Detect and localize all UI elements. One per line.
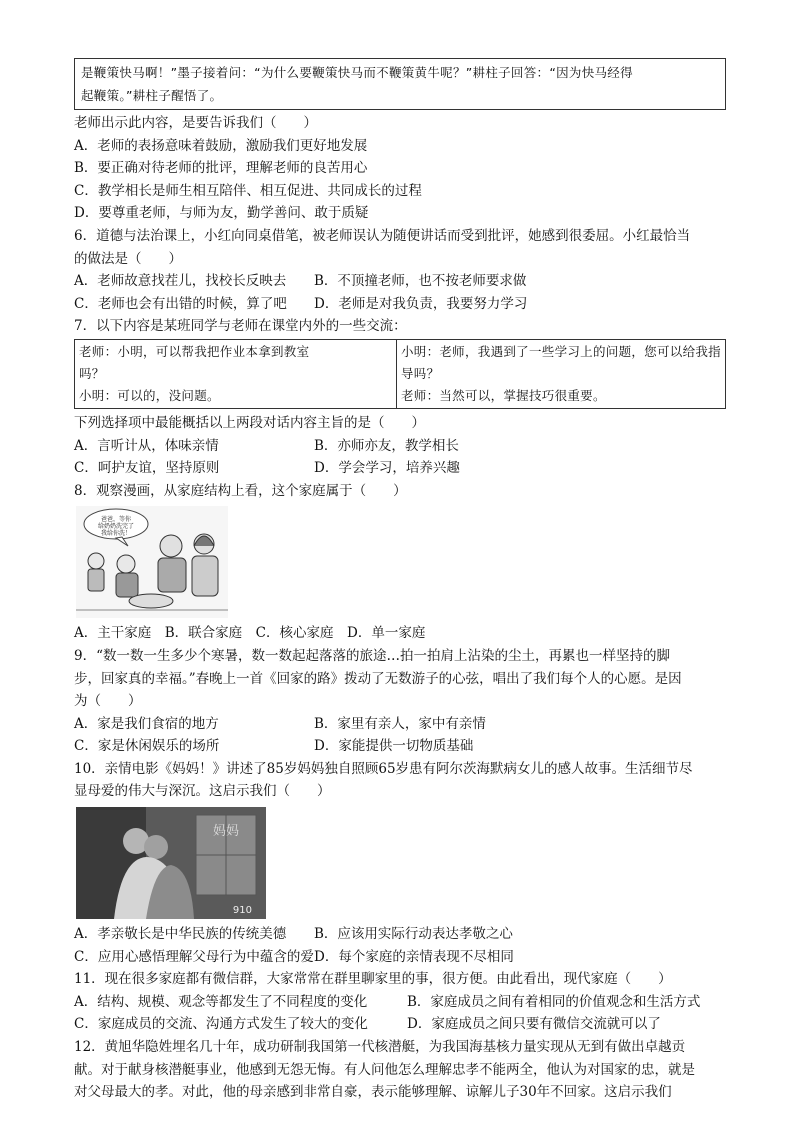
movie-still-drawing (76, 807, 266, 919)
option-a: A．孝亲敬长是中华民族的传统美德 (74, 926, 287, 943)
question-10 (74, 758, 726, 968)
question-stem: 步，回家真的幸福。”春晚上一首《回家的路》拨动了无数游子的心弦，唱出了我们每个人的心愿。是因 (74, 670, 682, 687)
question-stem: 11．现在很多家庭都有微信群，大家常常在群里聊家里的事，很方便。由此看出，现代家庭（ ） (74, 971, 672, 988)
family-cartoon-image (76, 506, 228, 618)
option-row (74, 946, 726, 969)
option-a: A．结构、规模、观念等都发生了不同程度的变化 (74, 993, 368, 1010)
option-d: D．老师是对我负责，我要努力学习 (314, 295, 528, 312)
question-11 (74, 968, 726, 1036)
option-c: C．老师也会有出错的时候，算了吧 (74, 295, 287, 312)
question-9 (74, 645, 726, 758)
story-box (74, 58, 726, 110)
story-line: 是鞭策快马啊！”墨子接着问：“为什么要鞭策快马而不鞭策黄牛呢？”耕柱子回答：“因为快马经得 (81, 65, 633, 80)
question-ask: 下列选择项中最能概括以上两段对话内容主旨的是（ ） (74, 414, 425, 431)
dialogue-line: 老师：当然可以，掌握技巧很重要。 (400, 387, 606, 403)
photo-date-stamp: 910 (232, 905, 252, 917)
option-c: C．应用心感悟理解父母行为中蕴含的爱 (74, 948, 314, 965)
option-row (74, 270, 726, 293)
dialogue-line: 小明：老师，我遇到了一些学习上的问题，您可以给我指 (400, 343, 721, 359)
dialogue-line: 小明：可以的，没问题。 (79, 387, 220, 403)
option-row (74, 991, 726, 1014)
question-stem: 对父母最大的孝。对此，他的母亲感到非常自豪，表示能够理解、谅解儿子30年不回家。这启示我们 (74, 1084, 672, 1101)
dialogue-line: 吗？ (79, 365, 105, 381)
option-c: C．家是休闲娱乐的场所 (74, 738, 220, 755)
question-stem: 为（ ） (74, 693, 142, 710)
option-b: B．应该用实际行动表达孝敬之心 (314, 926, 513, 943)
option-d: D．每个家庭的亲情表现不尽相同 (314, 948, 514, 965)
option-row (74, 293, 726, 316)
question-stem: 9．“数一数一生多少个寒暑，数一数起起落落的旅途…拍一拍肩上沾染的尘土，再累也一样坚持的脚 (74, 647, 670, 664)
option-a: A．老师故意找茬儿，找校长反映去 (74, 273, 287, 290)
option-d: D．要尊重老师，与师为友，勤学善问、敢于质疑 (74, 205, 369, 222)
option-row (74, 713, 726, 736)
option-b: B．家庭成员之间有着相同的价值观念和生活方式 (407, 993, 701, 1010)
question-stem: 6．道德与法治课上，小红向同桌借笔，被老师误认为随便讲话而受到批评，她感到很委屈。小红最恰当 (74, 227, 691, 244)
question-12 (74, 1036, 726, 1104)
option-c: C．教学相长是师生相互陪伴、相互促进、共同成长的过程 (74, 182, 422, 199)
dialogue-line: 导吗？ (400, 365, 440, 381)
option-a: A．言听计从，体味亲情 (74, 437, 219, 454)
option-row (74, 1013, 726, 1036)
question-stem: 的做法是（ ） (74, 250, 182, 267)
story-line: 起鞭策。”耕柱子醒悟了。 (81, 88, 223, 103)
option-c: C．呵护友谊，坚持原则 (74, 460, 220, 477)
cartoon-drawing (76, 506, 228, 618)
option-a: A．家是我们食宿的地方 (74, 715, 219, 732)
question-stem: 老师出示此内容，是要告诉我们（ ） (74, 115, 317, 131)
option-b: B．家里有亲人，家中有亲情 (314, 715, 486, 732)
question-stem: 8．观察漫画，从家庭结构上看，这个家庭属于（ ） (74, 482, 407, 499)
option-d: D．家能提供一切物质基础 (314, 738, 474, 755)
question-stem: 7．以下内容是某班同学与老师在课堂内外的一些交流： (74, 318, 407, 335)
option-b: B．要正确对待老师的批评，理解老师的良苦用心 (74, 160, 368, 177)
question-7 (74, 315, 726, 479)
option-row (74, 435, 726, 458)
option-d: D．家庭成员之间只要有微信交流就可以了 (407, 1016, 661, 1033)
movie-still-image (76, 807, 266, 919)
question-5 (74, 112, 726, 225)
speech-bubble-text: 爸爸，等你给奶奶洗完了我给你洗！ (97, 516, 135, 538)
question-stem: 12．黄旭华隐姓埋名几十年，成功研制我国第一代核潜艇，为我国海基核力量实现从无到有做出卓越贡 (74, 1039, 686, 1056)
question-stem: 献。对于献身核潜艇事业，他感到无怨无悔。有人问他怎么理解忠孝不能两全，他认为对国家的忠，就是 (74, 1061, 695, 1078)
dialogue-table (74, 339, 726, 409)
question-stem: 10．亲情电影《妈妈！》讲述了85岁妈妈独自照顾65岁患有阿尔茨海默病女儿的感人故事。生活细节尽 (74, 760, 693, 777)
option-c: C．家庭成员的交流、沟通方式发生了较大的变化 (74, 1016, 368, 1033)
option-b: B．亦师亦友，教学相长 (314, 437, 459, 454)
option-row (74, 457, 726, 480)
dialogue-left (75, 339, 397, 408)
dialogue-line: 老师：小明，可以帮我把作业本拿到教室 (79, 343, 310, 359)
option-b: B．不顶撞老师，也不按老师要求做 (314, 273, 527, 290)
option-a: A．老师的表扬意味着鼓励，激励我们更好地发展 (74, 137, 368, 154)
question-6 (74, 225, 726, 315)
photo-title-text: 妈妈 (212, 824, 240, 840)
question-8 (74, 480, 726, 645)
option-row (74, 923, 726, 946)
dialogue-right (396, 339, 725, 408)
option-d: D．学会学习，培养兴趣 (314, 460, 460, 477)
option-row (74, 735, 726, 758)
option-row: A．主干家庭 B．联合家庭 C．核心家庭 D．单一家庭 (74, 625, 426, 642)
exam-page (74, 58, 726, 1104)
question-stem: 显母爱的伟大与深沉。这启示我们（ ） (74, 783, 331, 800)
